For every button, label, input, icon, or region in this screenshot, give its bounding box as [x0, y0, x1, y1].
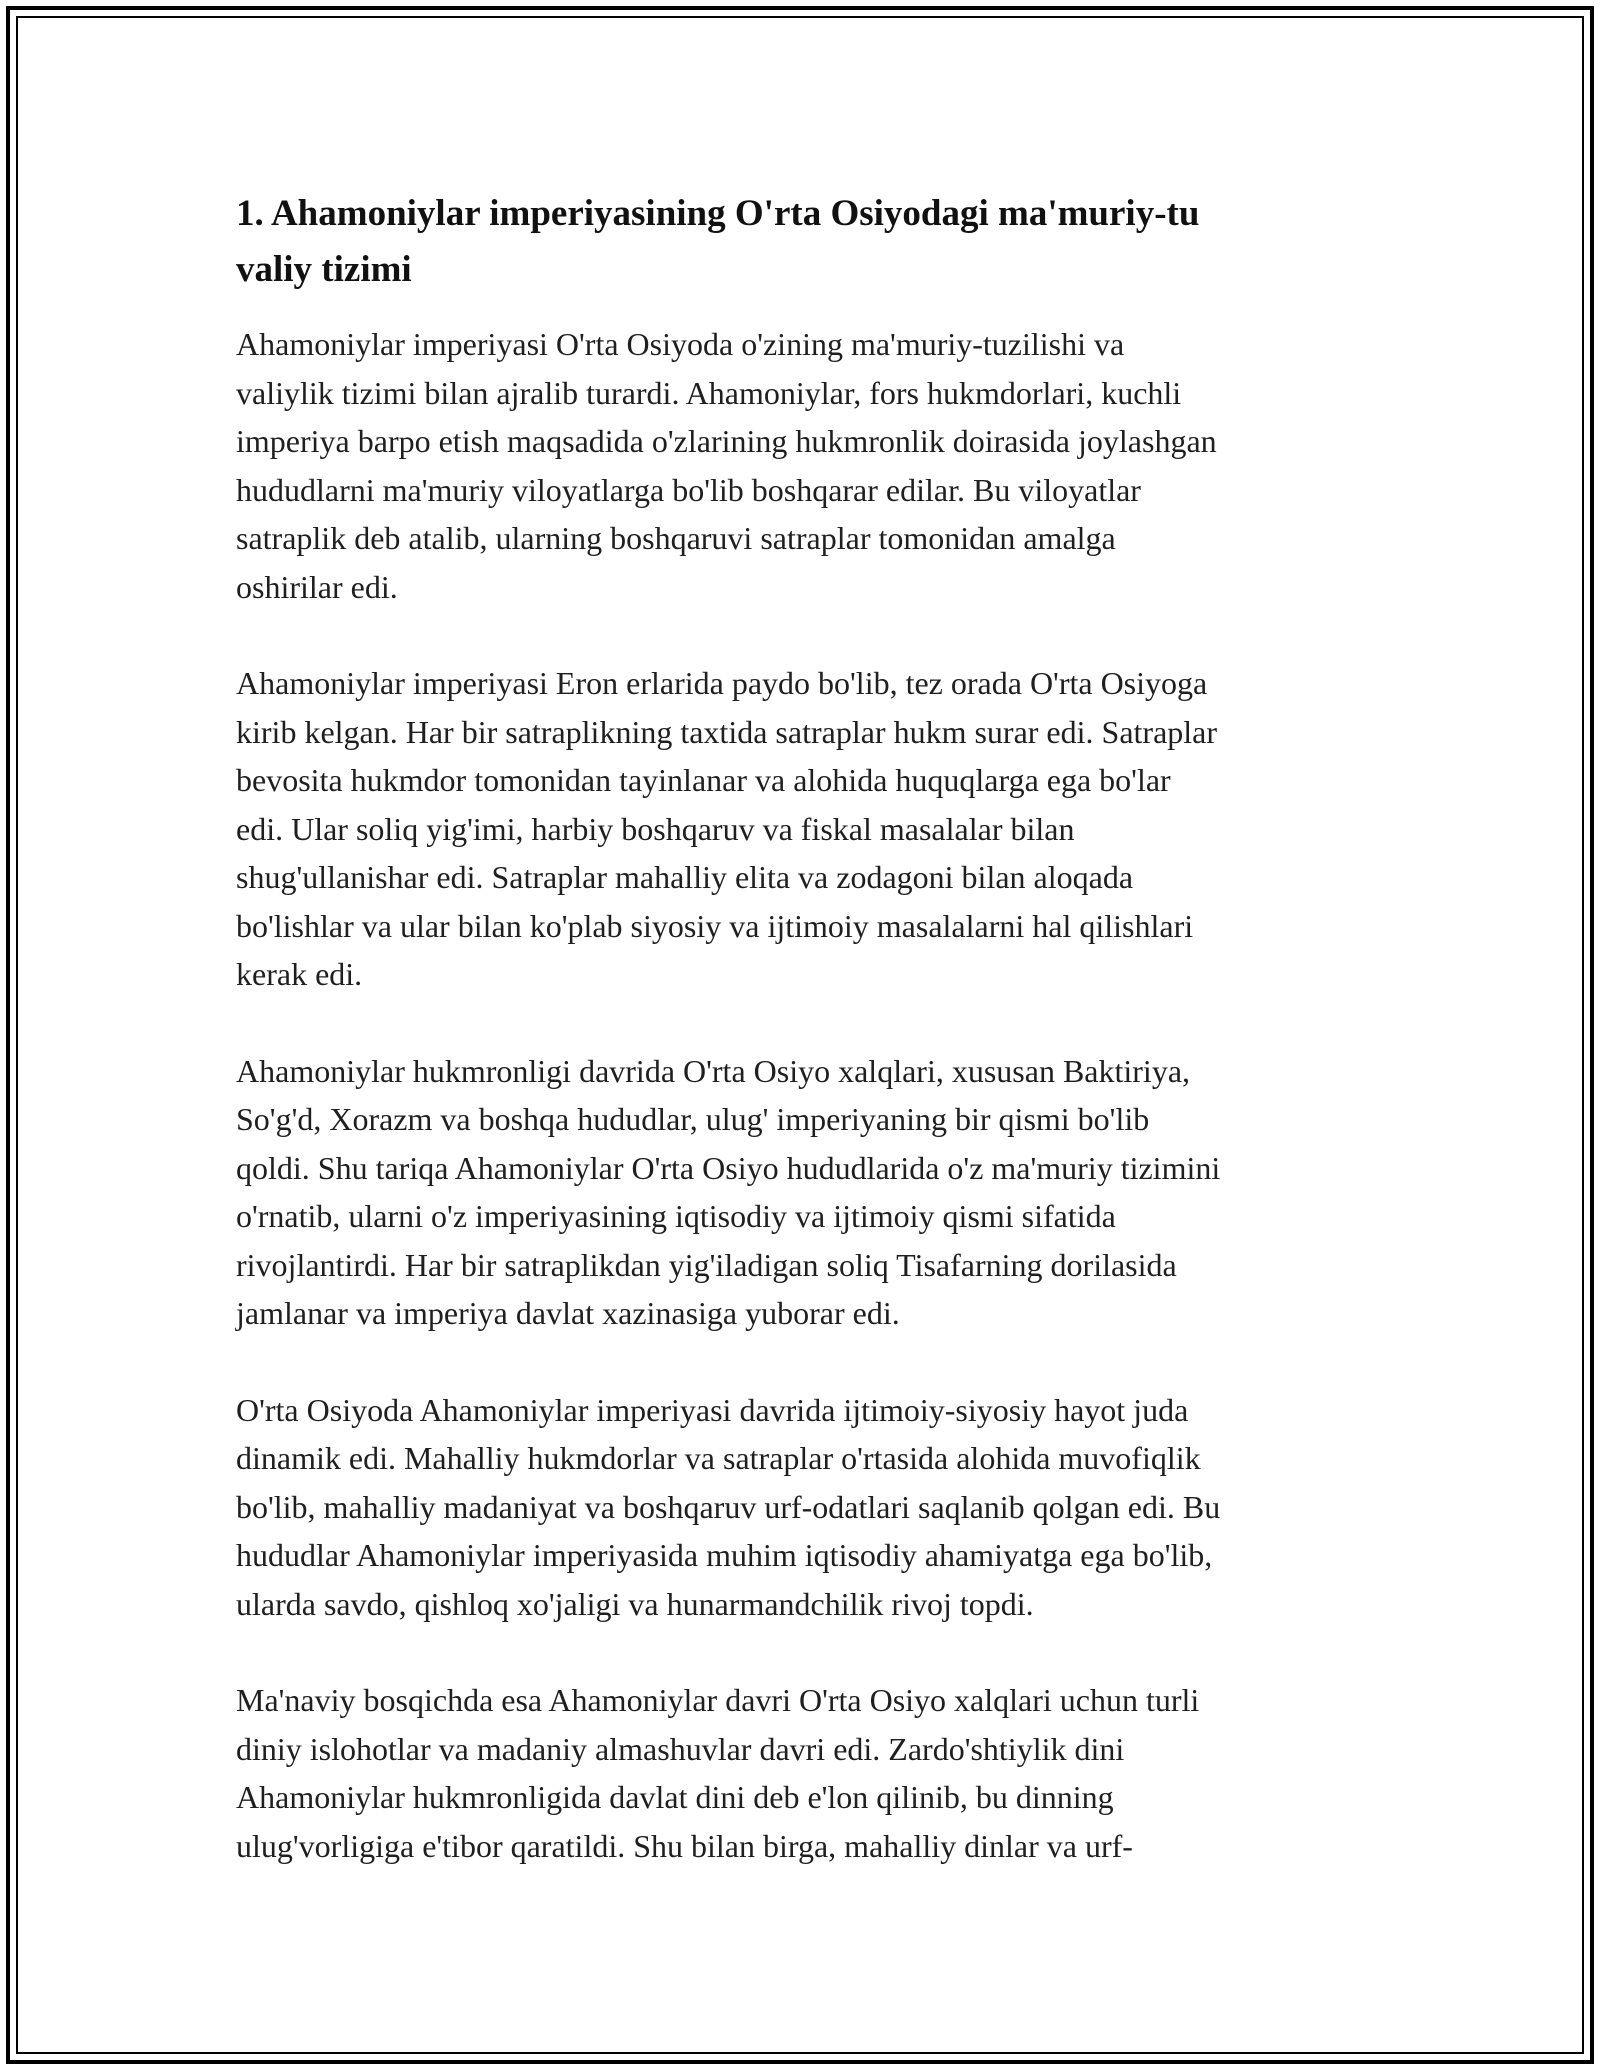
text-line: dinamik edi. Mahalliy hukmdorlar va satraplar o'rtasida alohida muvofiqlik — [236, 1440, 1201, 1476]
text-line: edi. Ular soliq yig'imi, harbiy boshqaruv va fiskal masalalar bilan — [236, 810, 1075, 847]
text-line: So'g'd, Xorazm va boshqa hududlar, ulug' imperiyaning bir qismi bo'lib — [236, 1101, 1150, 1137]
text-line: ulug'vorligiga e'tibor qaratildi. Shu bilan birga, mahalliy dinlar va urf- — [236, 1827, 1133, 1864]
text-line: diniy islohotlar va madaniy almashuvlar davri edi. Zardo'shtiylik dini — [236, 1730, 1125, 1767]
text-line: qoldi. Shu tariqa Ahamoniylar O'rta Osiyo hududlarida o'z ma'muriy tizimini — [236, 1149, 1221, 1186]
paragraph-4 — [236, 1386, 1376, 1629]
text-line: kirib kelgan. Har bir satraplikning taxtida satraplar hukm surar edi. Satraplar — [236, 713, 1218, 750]
text-line: Ahamoniylar imperiyasi O'rta Osiyoda o'zining ma'muriy-tuzilishi va — [236, 326, 1125, 362]
section-heading — [236, 186, 1376, 298]
paragraph-5 — [236, 1676, 1376, 1870]
paragraph-2 — [236, 659, 1376, 999]
text-line: jamlanar va imperiya davlat xazinasiga yuborar edi. — [236, 1295, 900, 1331]
text-line: satraplik deb atalib, ularning boshqaruvi satraplar tomonidan amalga — [236, 520, 1116, 556]
heading-line: valiy tizimi — [236, 249, 412, 290]
paragraph-3 — [236, 1047, 1376, 1338]
paragraph-1 — [236, 320, 1376, 611]
text-line: Ahamoniylar hukmronligida davlat dini deb e'lon qilinib, bu dinning — [236, 1779, 1114, 1815]
text-line: bevosita hukmdor tomonidan tayinlanar va alohida huquqlarga ega bo'lar — [236, 762, 1171, 798]
text-line: imperiya barpo etish maqsadida o'zlarining hukmronlik doirasida joylashgan — [236, 423, 1217, 459]
text-line: o'rnatib, ularni o'z imperiyasining iqtisodiy va ijtimoiy qismi sifatida — [236, 1198, 1116, 1234]
text-line: Ma'naviy bosqichda esa Ahamoniylar davri O'rta Osiyo xalqlari uchun turli — [236, 1682, 1200, 1718]
text-line: kerak edi. — [236, 956, 363, 992]
heading-line: 1. Ahamoniylar imperiyasining O'rta Osiyodagi ma'muriy-tu — [236, 193, 1200, 234]
text-line: Ahamoniylar imperiyasi Eron erlarida paydo bo'lib, tez orada O'rta Osiyoga — [236, 665, 1208, 701]
text-line: rivojlantirdi. Har bir satraplikdan yig'iladigan soliq Tisafarning dorilasida — [236, 1246, 1177, 1283]
text-line: hududlarni ma'muriy viloyatlarga bo'lib boshqarar edilar. Bu viloyatlar — [236, 471, 1141, 508]
text-line: ularda savdo, qishloq xo'jaligi va hunarmandchilik rivoj topdi. — [236, 1585, 1034, 1622]
text-line: hududlar Ahamoniylar imperiyasida muhim iqtisodiy ahamiyatga ega bo'lib, — [236, 1537, 1213, 1573]
text-line: Ahamoniylar hukmronligi davrida O'rta Osiyo xalqlari, xususan Baktiriya, — [236, 1052, 1191, 1089]
text-line: bo'lishlar va ular bilan ko'plab siyosiy va ijtimoiy masalalarni hal qilishlari — [236, 907, 1194, 944]
text-line: oshirilar edi. — [236, 568, 398, 605]
text-line: O'rta Osiyoda Ahamoniylar imperiyasi davrida ijtimoiy-siyosiy hayot juda — [236, 1391, 1189, 1428]
text-line: bo'lib, mahalliy madaniyat va boshqaruv urf-odatlari saqlanib qolgan edi. Bu — [236, 1488, 1221, 1525]
document-body — [236, 186, 1376, 1870]
text-line: shug'ullanishar edi. Satraplar mahalliy elita va zodagoni bilan aloqada — [236, 859, 1134, 895]
text-line: valiylik tizimi bilan ajralib turardi. Ahamoniylar, fors hukmdorlari, kuchli — [236, 374, 1182, 411]
